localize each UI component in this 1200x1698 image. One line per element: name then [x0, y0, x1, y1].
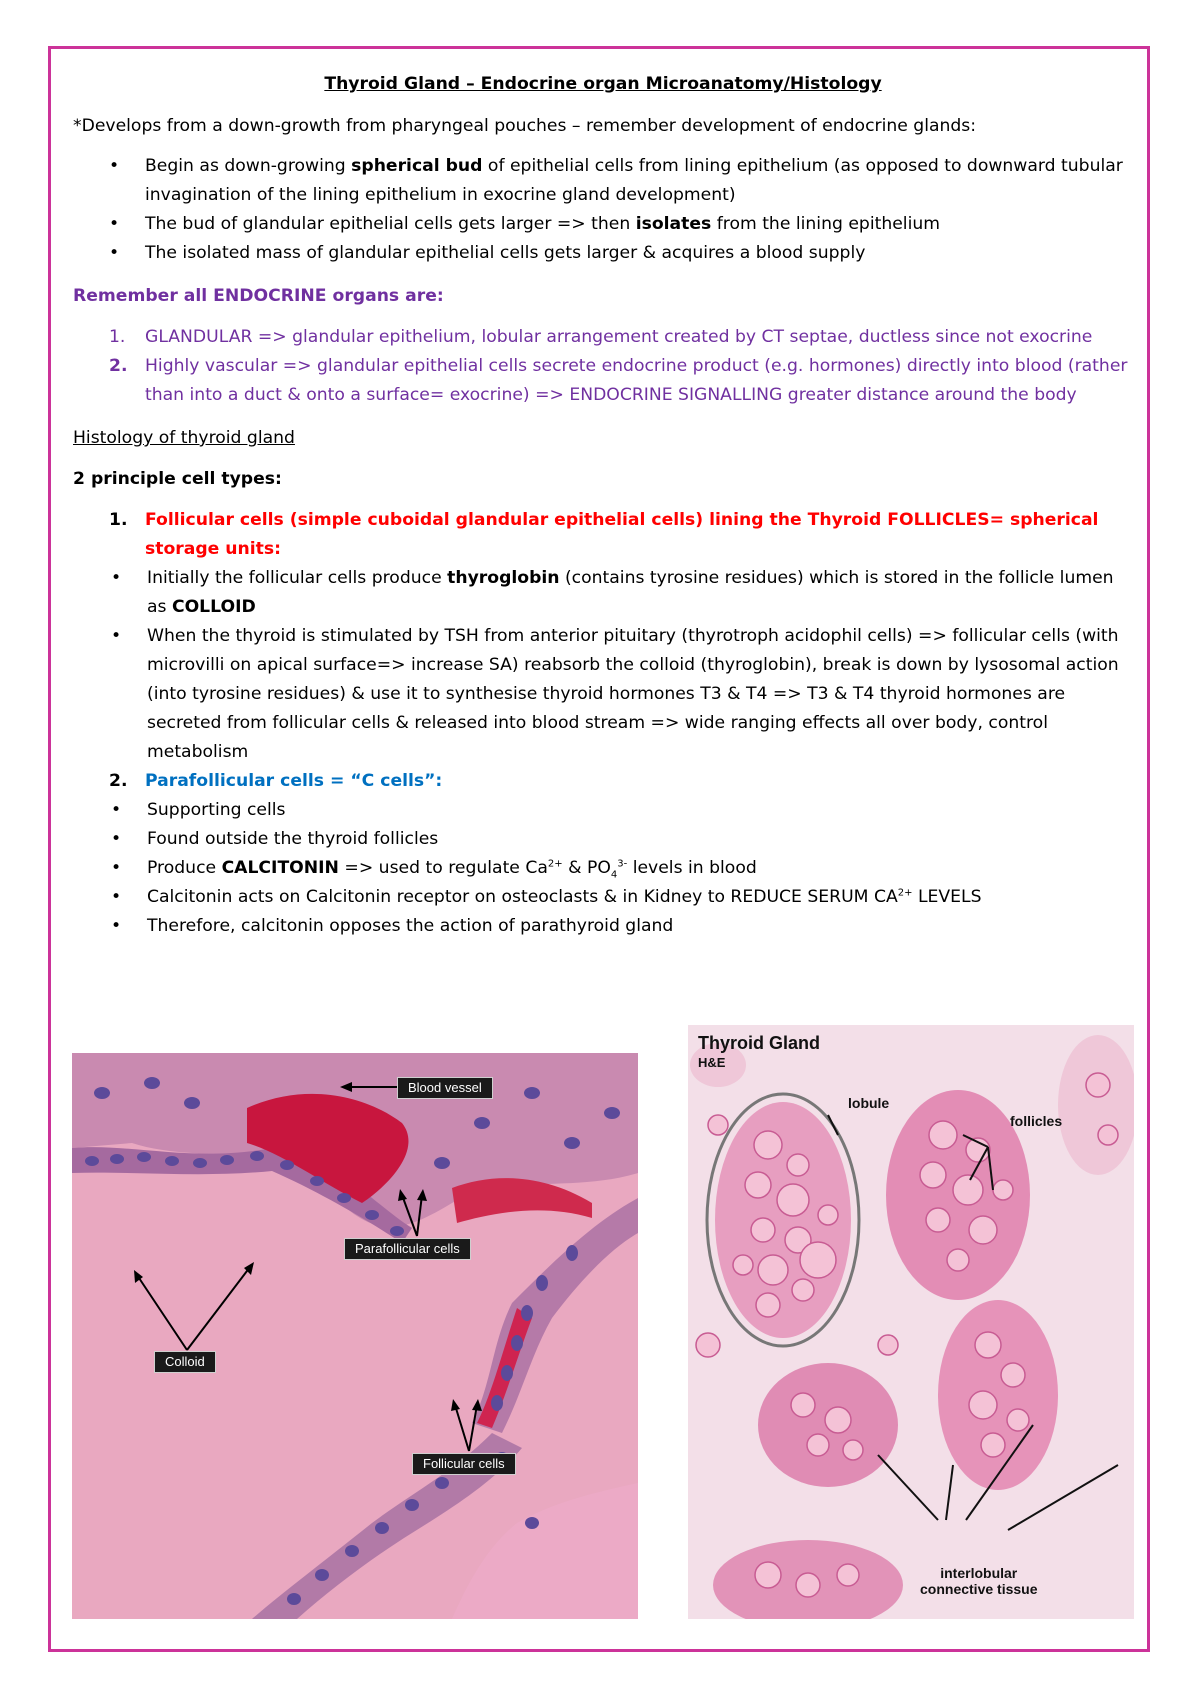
follicles-label: follicles [1010, 1113, 1063, 1129]
list-item: • The bud of glandular epithelial cells gets larger => then isolates from the lining epithelium [73, 210, 1133, 239]
document-body [73, 70, 1133, 955]
cell-types-list [73, 506, 1133, 941]
list-item: 1. GLANDULAR => glandular epithelium, lobular arrangement created by CT septae, ductless since not exocrine [109, 327, 1093, 347]
bullet-icon: • [111, 568, 122, 588]
bullet-icon: • [111, 829, 122, 849]
cell-types-heading: 2 principle cell types: [73, 469, 282, 489]
endocrine-heading: Remember all ENDOCRINE organs are: [73, 286, 444, 306]
parafollicular-sublist [73, 796, 1133, 941]
follicular-heading: Follicular cells (simple cuboidal glandular epithelial cells) lining the Thyroid FOLLICLES= spherical storage units: [145, 510, 1099, 559]
bullet-icon: • [109, 156, 120, 176]
endocrine-list [73, 323, 1133, 410]
parafollicular-heading: Parafollicular cells = “C cells”: [145, 771, 443, 791]
list-item: • Calcitonin acts on Calcitonin receptor on osteoclasts & in Kidney to REDUCE SERUM $CA^{2+}$ LEVELS [73, 883, 1133, 912]
histology-heading: Histology of thyroid gland [73, 428, 295, 448]
list-item: • Supporting cells [73, 796, 1133, 825]
list-item: 1. Follicular cells (simple cuboidal glandular epithelial cells) lining the Thyroid FOLLICLES= spherical storage units: • Initially the follicular cells produce thyroglobin (contains tyrosine residues) which is stored in the follicle lumen as COLLOID • When the thyroid is stimulated by TSH from anterior pituitary (thyrotroph acidophil cells) => follicular cells (with microvilli on apical surface=> increase SA) reabsorb the colloid (thyroglobin), break is down by lysosomal action (into tyrosine residues) & use it to synthesise thyroid hormones T3 & T4 => T3 & T4 thyroid hormones are secreted from follicular cells & released into blood stream => wide ranging effects all over body, control metabolism [73, 506, 1133, 767]
follicular-sublist [73, 564, 1133, 767]
list-item: • Therefore, calcitonin opposes the action of parathyroid gland [73, 912, 1133, 941]
list-item: • Found outside the thyroid follicles [73, 825, 1133, 854]
list-item: • Produce CALCITONIN => used to regulate $Ca^{2+}$ & $PO_4^{3-}$ levels in blood [73, 854, 1133, 883]
blood-vessel-label: Blood vessel [397, 1077, 493, 1099]
parafollicular-cells-label: Parafollicular cells [344, 1238, 471, 1260]
micrograph-closeup-arrows [72, 1053, 638, 1619]
list-item: • The isolated mass of glandular epithelial cells gets larger & acquires a blood supply [73, 239, 1133, 268]
bullet-icon: • [111, 916, 122, 936]
document-title: Thyroid Gland – Endocrine organ Microanatomy/Histology [324, 74, 882, 94]
micrograph-stain: H&E [698, 1055, 726, 1070]
intro-line: *Develops from a down-growth from pharyngeal pouches – remember development of endocrine glands: [73, 116, 977, 136]
list-item: • Begin as down-growing spherical bud of epithelial cells from lining epithelium (as opposed to downward tubular invagination of the lining epithelium in exocrine gland development) [73, 152, 1133, 210]
lobule-label: lobule [848, 1095, 890, 1111]
colloid-label: Colloid [154, 1351, 216, 1373]
bullet-icon: • [111, 626, 122, 646]
list-item: 2. Parafollicular cells = “C cells”: • Supporting cells • Found outside the thyroid follicles • Produce CALCITONIN => used to regulate $Ca^{2+}$ & $PO_4^{3-}$ levels in blood • Calcitonin acts on Calcitonin receptor on osteoclasts & in Kidney to REDUCE SERUM $CA^{2+}$ LEVELS • Therefore, calcitonin opposes the action of parathyroid gland [73, 767, 1133, 941]
bullet-icon: • [111, 887, 122, 907]
bullet-icon: • [111, 858, 122, 878]
development-list [73, 152, 1133, 268]
micrograph-title: Thyroid Gland [698, 1033, 821, 1053]
thyroid-micrograph-lowpower [688, 1025, 1134, 1619]
thyroid-micrograph-closeup [72, 1053, 638, 1619]
bullet-icon: • [111, 800, 122, 820]
list-item: • When the thyroid is stimulated by TSH from anterior pituitary (thyrotroph acidophil cells) => follicular cells (with microvilli on apical surface=> increase SA) reabsorb the colloid (thyroglobin), break is down by lysosomal action (into tyrosine residues) & use it to synthesise thyroid hormones T3 & T4 => T3 & T4 thyroid hormones are secreted from follicular cells & released into blood stream => wide ranging effects all over body, control metabolism [73, 622, 1133, 767]
micrograph-lowpower-drawing [688, 1025, 1134, 1619]
list-item: • Initially the follicular cells produce thyroglobin (contains tyrosine residues) which is stored in the follicle lumen as COLLOID [73, 564, 1133, 622]
follicular-cells-label: Follicular cells [412, 1453, 516, 1475]
bullet-icon: • [109, 214, 120, 234]
interlobular-label: interlobular connective tissue [920, 1565, 1038, 1597]
bullet-icon: • [109, 243, 120, 263]
list-item: 2. Highly vascular => glandular epithelial cells secrete endocrine product (e.g. hormones) directly into blood (rather than into a duct & onto a surface= exocrine) => ENDOCRINE SIGNALLING greater distance around the body [109, 356, 1128, 405]
